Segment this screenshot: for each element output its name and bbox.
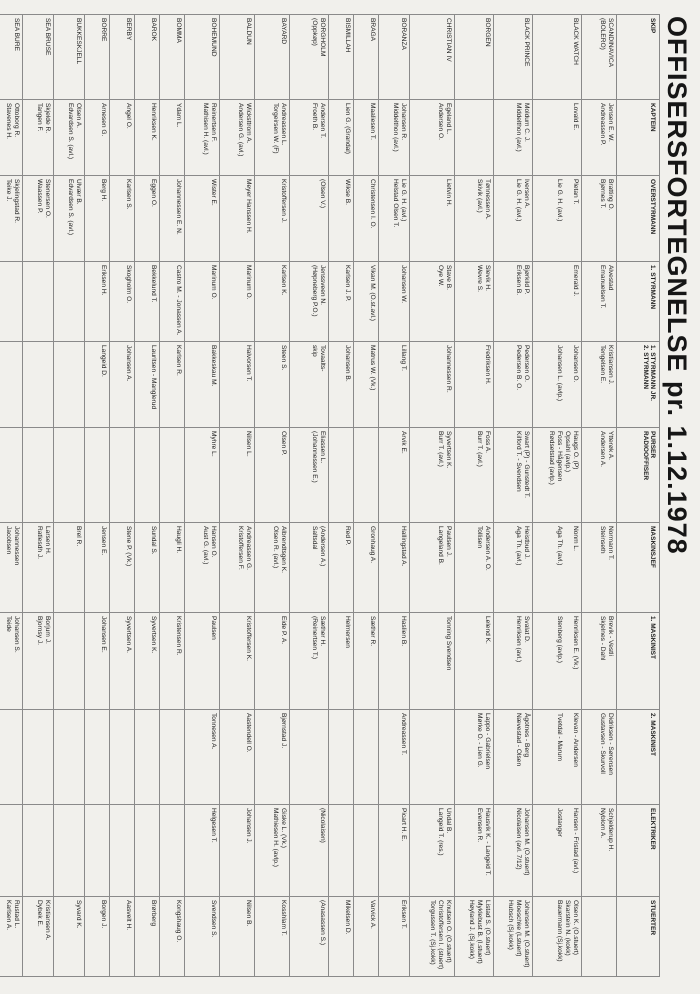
cell-maskinsjef: Brel R. — [54, 523, 85, 613]
cell-2-maskinist: Didriksen - Sørensen Gustavsen - Skurvoll — [582, 710, 617, 805]
cell-1-styrmann: Karlsen J. P. — [329, 262, 354, 342]
table-row — [0, 15, 23, 977]
table-row — [185, 15, 220, 977]
cell-overstyrmann: Meyer Hanssen H. — [220, 176, 255, 262]
table-row — [135, 15, 160, 977]
table-row — [85, 15, 110, 977]
cell-stuerter: Knutsen O. (O.stuert) Christoffersen I. (stuert) Torgussen T. (Sj.kokk) — [410, 897, 455, 977]
table-row — [533, 15, 582, 977]
cell-maskinsjef: Hallingstad A. — [379, 523, 410, 613]
cell-1-styrmann: Alvestad Emanuelsen T. — [582, 262, 617, 342]
cell-purser — [54, 428, 85, 523]
cell-1-maskinist: Johansen E. — [85, 613, 110, 710]
cell-purser: Arvik E. — [379, 428, 410, 523]
cell-2-styrmann — [23, 342, 54, 428]
cell-overstyrmann: Iversen A. Lie G. H. (avl.) — [494, 176, 533, 262]
column-header-1-maskinist: 1. MASKINIST — [617, 613, 660, 710]
cell-maskinsjef: Stene P. (Vk.) — [110, 523, 135, 613]
table-row — [494, 15, 533, 977]
cell-purser: Haugs O. (P) Opsahl (avlp.) Foss - Hågensen Rødsetstad (avlp.) — [533, 428, 582, 523]
cell-1-styrmann: Marinum O. — [220, 262, 255, 342]
cell-2-maskinist: Lappo - Gabrielsen Mørke O. - Lien G. — [455, 710, 494, 805]
cell-skip: BORANZA — [379, 15, 410, 100]
cell-2-maskinist: Klevan - Andersen Tvetdal - Marum — [533, 710, 582, 805]
cell-elektriker — [160, 805, 185, 897]
cell-maskinsjef: (Andersen A.) Saltsdal — [290, 523, 329, 613]
cell-1-maskinist: Sæther R. — [354, 613, 379, 710]
cell-kaptein: Olsen A. Edvardsen S. (avl.) — [54, 100, 85, 176]
cell-skip: SEA BURE — [0, 15, 23, 100]
cell-2-maskinist: Ågotnes - Berg Nævestad - Olsen — [494, 710, 533, 805]
cell-maskinsjef: Haugli H. — [160, 523, 185, 613]
column-header-elektriker: ELEKTRIKER — [617, 805, 660, 897]
cell-purser — [0, 428, 23, 523]
cell-purser: Swart (P) - Gunstedt T. Kilford T. - Svendsen — [494, 428, 533, 523]
cell-elektriker: Undal B. Langeid T. (res.) — [410, 805, 455, 897]
cell-skip: BALDUN — [220, 15, 255, 100]
cell-overstyrmann: Skjelingstad R. Teike J. — [0, 176, 23, 262]
column-header-2-maskinist: 2. MASKINIST — [617, 710, 660, 805]
cell-elektriker — [110, 805, 135, 897]
cell-overstyrmann: Eggen O. — [135, 176, 160, 262]
cell-overstyrmann: Wister E. — [185, 176, 220, 262]
cell-2-styrmann: Steen S. — [255, 342, 290, 428]
cell-2-styrmann: Tovaalts- skip — [290, 342, 329, 428]
cell-2-styrmann: Johannessen R. — [410, 342, 455, 428]
cell-purser: Eliassen L. (Johannessen E.) — [290, 428, 329, 523]
cell-1-maskinist: Haslien B. — [379, 613, 410, 710]
cell-maskinsjef: Heistbud J. Aga Th. (avl.) — [494, 523, 533, 613]
cell-stuerter: Rustad L. Karlsen A. — [0, 897, 23, 977]
table-row — [54, 15, 85, 977]
cell-maskinsjef: Sundal S. — [135, 523, 160, 613]
table-row — [220, 15, 255, 977]
cell-2-styrmann — [0, 342, 23, 428]
cell-overstyrmann: Kristoffersen J. — [255, 176, 290, 262]
cell-2-styrmann: Lauritsen - Manglerud — [135, 342, 160, 428]
cell-purser — [23, 428, 54, 523]
cell-kaptein: Arnesen G. — [85, 100, 110, 176]
cell-purser: Ytterøk A. Andersen A. — [582, 428, 617, 523]
cell-2-maskinist — [135, 710, 160, 805]
cell-elektriker: Helgesen T. — [185, 805, 220, 897]
cell-1-maskinist: Syvertsen A. — [110, 613, 135, 710]
cell-elektriker: Schjelderup H. Nyblom A. — [582, 805, 617, 897]
table-row — [455, 15, 494, 977]
cell-1-styrmann: Emerald J. — [533, 262, 582, 342]
cell-kaptein: Andreassen L. Torgeirsen W. (F) — [255, 100, 290, 176]
officer-roster-table — [0, 14, 660, 977]
cell-1-maskinist: Tonning Svendsen — [410, 613, 455, 710]
cell-1-maskinist: Eide P. A. — [255, 613, 290, 710]
cell-skip: BISMILLAH — [329, 15, 354, 100]
cell-stuerter: Johansen M. (O.stuert) Moeschke (Lstuert) Hubsch (Sj.kokk) — [494, 897, 533, 977]
cell-elektriker — [54, 805, 85, 897]
cell-1-styrmann: Stave B. Oye W. — [410, 262, 455, 342]
cell-elektriker — [135, 805, 160, 897]
cell-skip: BOMMA — [160, 15, 185, 100]
cell-2-styrmann — [54, 342, 85, 428]
cell-2-styrmann: Karlsen R. — [160, 342, 185, 428]
cell-1-maskinist: Lelend K. — [455, 613, 494, 710]
cell-overstyrmann: Johannessen E. N. — [160, 176, 185, 262]
cell-overstyrmann: Karlsen S. — [110, 176, 135, 262]
cell-maskinsjef: Andreassen G. Kristoffersen F. — [220, 523, 255, 613]
cell-purser — [85, 428, 110, 523]
cell-elektriker: (Nicolaisen) — [290, 805, 329, 897]
column-header-overstyrmann: OVERSTYRMANN — [617, 176, 660, 262]
cell-1-maskinist: Helmersen — [329, 613, 354, 710]
cell-2-styrmann: Johansen B. — [329, 342, 354, 428]
cell-2-maskinist — [23, 710, 54, 805]
cell-kaptein: Henriksen K. — [135, 100, 160, 176]
cell-overstyrmann: Lietvin H. — [410, 176, 455, 262]
cell-overstyrmann: Ulvær B. Edvardsen S. (avl.) — [54, 176, 85, 262]
cell-overstyrmann: Wikse B. — [329, 176, 354, 262]
table-row — [23, 15, 54, 977]
cell-2-maskinist: Tonnesen A. — [185, 710, 220, 805]
cell-maskinsjef: Hansen O. Aust G. (avl.) — [185, 523, 220, 613]
column-header-stuerter: STUERTER — [617, 897, 660, 977]
cell-elektriker: Giske L. (Vk.) Mathiesen H. (avlp.) — [255, 805, 290, 897]
cell-elektriker: Picart H. E. — [379, 805, 410, 897]
cell-1-styrmann: Bjørkild P. Eriksen B. — [494, 262, 533, 342]
cell-stuerter: Syvard K. — [54, 897, 85, 977]
cell-2-styrmann: Halvorsen T. — [220, 342, 255, 428]
header-row — [617, 15, 660, 977]
cell-2-maskinist — [85, 710, 110, 805]
cell-skip: BUKKESKJELL — [54, 15, 85, 100]
cell-skip: BORGEN — [455, 15, 494, 100]
cell-kaptein: Jensen E. W. Andreassen P. — [582, 100, 617, 176]
cell-overstyrmann: Tønnessen A. Skivik (avl.) — [455, 176, 494, 262]
cell-skip: SEA BRUSE — [23, 15, 54, 100]
cell-2-maskinist — [110, 710, 135, 805]
cell-1-styrmann: Skogholm O. — [110, 262, 135, 342]
cell-maskinsjef: Larsen H. Ratlesdh J. — [23, 523, 54, 613]
cell-purser: Syvertsen K. Burr T. (avl.) — [410, 428, 455, 523]
cell-elektriker — [354, 805, 379, 897]
cell-kaptein: Ottoborg R. Stavenes H. — [0, 100, 23, 176]
cell-elektriker — [329, 805, 354, 897]
cell-2-styrmann: Fredriksen H. — [455, 342, 494, 428]
cell-stuerter: Svendsen S. — [185, 897, 220, 977]
cell-skip: BAYARD — [255, 15, 290, 100]
cell-1-maskinist: Borjum J. Bjornsy J. — [23, 613, 54, 710]
cell-stuerter: Kristiansen A. Dybek E. — [23, 897, 54, 977]
cell-kaptein: Johansen R. Middelthon (avl.) — [379, 100, 410, 176]
cell-purser: Nilsen L. — [220, 428, 255, 523]
cell-kaptein: Andersen T. Froeth B. — [290, 100, 329, 176]
cell-overstyrmann: Stenersen O. Waassen P. — [23, 176, 54, 262]
cell-stuerter: Varvick A. — [354, 897, 379, 977]
column-header-maskinsjef: MASKINSJEF — [617, 523, 660, 613]
cell-stuerter: Olsen K. (O.stuert) Skarstein N. (kokk) Bauermann (Sj.kokk) — [533, 897, 582, 977]
cell-2-styrmann: Johansen O. Johansen L. (avlp.) — [533, 342, 582, 428]
cell-elektriker: Johansen M. (O.stuert) Nicolaisen (avl. 7/12) — [494, 805, 533, 897]
table-row — [290, 15, 329, 977]
cell-stuerter: Kosshlam T. — [255, 897, 290, 977]
cell-1-maskinist: Syvertsen K. — [135, 613, 160, 710]
table-row — [410, 15, 455, 977]
cell-1-maskinist: Sæther H. (Reinertsen T.) — [290, 613, 329, 710]
cell-purser: Olsen P. — [255, 428, 290, 523]
cell-skip: BAROK — [135, 15, 160, 100]
cell-1-maskinist: Brevik - Vestli Skjelnes - Dahl — [582, 613, 617, 710]
column-header-skip: SKIP — [617, 15, 660, 100]
cell-stuerter — [582, 897, 617, 977]
cell-maskinsjef: Paulsen J. Langeland B. — [410, 523, 455, 613]
cell-2-maskinist — [54, 710, 85, 805]
cell-2-styrmann: Kristiansen J. Tengelsen E. — [582, 342, 617, 428]
cell-kaptein: Ydam L. — [160, 100, 185, 176]
table-row — [379, 15, 410, 977]
cell-1-styrmann: Karlsen K. — [255, 262, 290, 342]
cell-1-maskinist: Kristensen R. — [160, 613, 185, 710]
cell-skip: BLACK WATCH — [533, 15, 582, 100]
column-header-purser: PURSER RADIOOFFISER — [617, 428, 660, 523]
table-row — [329, 15, 354, 977]
cell-1-styrmann — [54, 262, 85, 342]
cell-elektriker — [85, 805, 110, 897]
cell-kaptein: Wicksttrom A. Andersen G. (avl.) — [220, 100, 255, 176]
cell-maskinsjef: Albrendtsgen K. Olsen R. (avl.) — [255, 523, 290, 613]
cell-maskinsjef: Nonm L. Aga Th. (avl.) — [533, 523, 582, 613]
cell-elektriker — [23, 805, 54, 897]
cell-2-styrmann: Pedersen O. Pedersen B. O. — [494, 342, 533, 428]
cell-overstyrmann: Bratting O. Bjørnes T. — [582, 176, 617, 262]
cell-2-maskinist: Aastendell O. — [220, 710, 255, 805]
cell-stuerter: Eriksen T. — [379, 897, 410, 977]
cell-2-maskinist — [410, 710, 455, 805]
cell-1-styrmann: Slevik H. Wevre S. — [455, 262, 494, 342]
cell-2-maskinist — [354, 710, 379, 805]
cell-1-styrmann: Bekkelund T. — [135, 262, 160, 342]
cell-skip: CHRISTIAN IV — [410, 15, 455, 100]
cell-2-styrmann: Matrus W. (Vk.) — [354, 342, 379, 428]
cell-1-styrmann: Castro M. - Jonassen A. — [160, 262, 185, 342]
cell-1-styrmann: Jenssveen N. (Høpneberg P.O.) — [290, 262, 329, 342]
cell-1-styrmann: Marinum O. — [185, 262, 220, 342]
cell-skip: BLACK PRINCE — [494, 15, 533, 100]
cell-kaptein: Egeland L. Andersen O. — [410, 100, 455, 176]
table-row — [354, 15, 379, 977]
cell-kaptein: Moldum C. J. Middelthon (avl.) — [494, 100, 533, 176]
cell-kaptein: Lien G. (Grandal) — [329, 100, 354, 176]
cell-purser: Myhre L. — [185, 428, 220, 523]
cell-purser — [135, 428, 160, 523]
cell-purser — [160, 428, 185, 523]
cell-purser — [354, 428, 379, 523]
cell-purser — [329, 428, 354, 523]
cell-maskinsjef: Red P. — [329, 523, 354, 613]
cell-skip: BOHEMUND — [185, 15, 220, 100]
cell-skip: BORRE — [85, 15, 110, 100]
cell-elektriker: Hausvik K. - Langeid T. Evensen R. — [455, 805, 494, 897]
cell-stuerter: Nilsen B. — [220, 897, 255, 977]
cell-1-styrmann — [23, 262, 54, 342]
cell-2-maskinist: Bjørnstad J. — [255, 710, 290, 805]
cell-1-styrmann — [0, 262, 23, 342]
cell-2-maskinist — [160, 710, 185, 805]
cell-stuerter: Kongshaug O. — [160, 897, 185, 977]
cell-2-maskinist: Andreassen T. — [379, 710, 410, 805]
cell-maskinsjef: Normann T. Steinseth — [582, 523, 617, 613]
cell-2-styrmann: Bakkeskau M. — [185, 342, 220, 428]
cell-elektriker: Hansen - Fristad (avl.) Jostanger — [533, 805, 582, 897]
column-header-2-styrmann: 1. STYRMANN JR. 2. STYRMANN — [617, 342, 660, 428]
cell-stuerter: Borgen J. — [85, 897, 110, 977]
cell-stuerter: (Anasassen S.) — [290, 897, 329, 977]
cell-overstyrmann: Lie G. H. (avl.) Helstad Olsen T. — [379, 176, 410, 262]
cell-kaptein: Reinertsen F. Mathisen H. (avl.) — [185, 100, 220, 176]
column-header-1-styrmann: 1. STYRMANN — [617, 262, 660, 342]
cell-skip: BRAGA — [354, 15, 379, 100]
cell-1-maskinist: Henriksen E. (Vk.) Stenberg (avlp.) — [533, 613, 582, 710]
cell-2-maskinist — [329, 710, 354, 805]
cell-skip: SCANDINAVICA (BOLERO) — [582, 15, 617, 100]
column-header-kaptein: KAPTEIN — [617, 100, 660, 176]
cell-2-styrmann: Lillang T. — [379, 342, 410, 428]
cell-stuerter: Aasvelt H. — [110, 897, 135, 977]
cell-kaptein: Lovald E. — [533, 100, 582, 176]
cell-overstyrmann: Berg H. — [85, 176, 110, 262]
cell-1-maskinist: Kristoffersen K. — [220, 613, 255, 710]
cell-kaptein: Maaliesen T. — [354, 100, 379, 176]
cell-elektriker — [0, 805, 23, 897]
cell-1-styrmann: Vikan M. (O.st.avl.) — [354, 262, 379, 342]
cell-kaptein — [455, 100, 494, 176]
cell-1-maskinist: Johansen S. Teide — [0, 613, 23, 710]
cell-2-styrmann: Langeid D. — [85, 342, 110, 428]
cell-overstyrmann: Christensen I. O. — [354, 176, 379, 262]
cell-kaptein: Skjelde R. Tangen F. — [23, 100, 54, 176]
cell-maskinsjef: Gronhaug A. — [354, 523, 379, 613]
table-row — [160, 15, 185, 977]
cell-1-maskinist: Svalat D. Henriksen (avl.) — [494, 613, 533, 710]
cell-stuerter: Mikelsen D. — [329, 897, 354, 977]
cell-1-styrmann: Johansen W. — [379, 262, 410, 342]
cell-maskinsjef: Jensen E. — [85, 523, 110, 613]
cell-stuerter: Listad S. (O.stuert) Myklebust B. (l.stuert) Høyland J. (Sj.kokk) — [455, 897, 494, 977]
table-row — [582, 15, 617, 977]
cell-kaptein: Angel O. — [110, 100, 135, 176]
cell-1-styrmann: Eriksen H. — [85, 262, 110, 342]
cell-purser: Foss A. Burr T. (avl.) — [455, 428, 494, 523]
cell-1-maskinist — [54, 613, 85, 710]
table-row — [110, 15, 135, 977]
table-row — [255, 15, 290, 977]
page-title: OFFISERSFORTEGNELSE pr. 1.12.1978 — [662, 16, 692, 555]
cell-elektriker: Johansen J. — [220, 805, 255, 897]
cell-2-maskinist — [290, 710, 329, 805]
cell-overstyrmann: Pletan T. Lie G. H. (avl.) — [533, 176, 582, 262]
cell-maskinsjef: Andersen A. O. Tollisen — [455, 523, 494, 613]
cell-purser — [110, 428, 135, 523]
cell-skip: BORGHOLM (Oppkøp) — [290, 15, 329, 100]
cell-1-maskinist: Paulsen — [185, 613, 220, 710]
cell-2-styrmann: Johansen A. — [110, 342, 135, 428]
cell-2-maskinist — [0, 710, 23, 805]
cell-overstyrmann: (Olsen V.) — [290, 176, 329, 262]
cell-stuerter: Brørberg — [135, 897, 160, 977]
cell-maskinsjef: Johannessen Jacobsen — [0, 523, 23, 613]
cell-skip: BERBY — [110, 15, 135, 100]
